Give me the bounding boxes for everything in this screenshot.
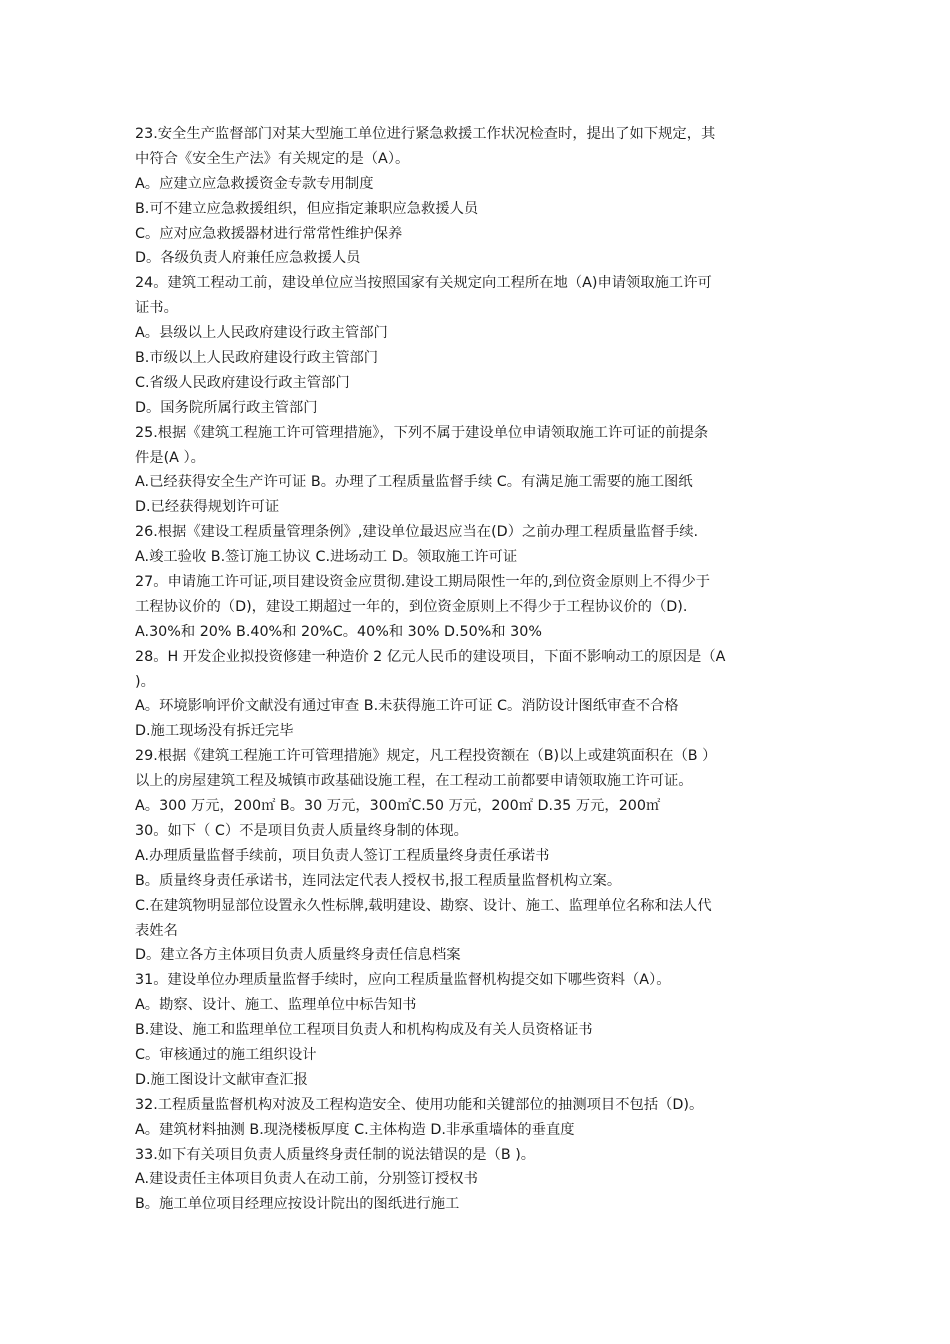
q25-stem-line2: 件是(A ）。 [135, 449, 205, 466]
q24-option-b: B.市级以上人民政府建设行政主管部门 [135, 350, 379, 367]
q23-stem-line1: 23.安全生产监督部门对某大型施工单位进行紧急救援工作状况检查时，提出了如下规定，其 [135, 126, 716, 142]
q27-stem-line1: 27。申请施工许可证,项目建设资金应贯彻.建设工期局限性一年的,到位资金原则上不得少于 [135, 574, 711, 591]
q30-option-a: A.办理质量监督手续前，项目负责人签订工程质量终身责任承诺书 [135, 847, 550, 864]
q24-stem-line1: 24。建筑工程动工前，建设单位应当按照国家有关规定向工程所在地（A)申请领取施工许可 [135, 275, 712, 292]
q26-options: A.竣工验收 B.签订施工协议 C.进场动工 D。领取施工许可证 [135, 549, 518, 566]
q33-option-a: A.建设责任主体项目负责人在动工前，分别签订授权书 [135, 1171, 478, 1188]
q28-option-d: D.施工现场没有拆迁完毕 [135, 723, 294, 740]
q23-stem-line2: 中符合《安全生产法》有关规定的是（A）。 [135, 150, 410, 167]
q24-option-d: D。国务院所属行政主管部门 [135, 399, 318, 416]
q25-options-abc: A.已经获得安全生产许可证 B。办理了工程质量监督手续 C。有满足施工需要的施工图纸 [135, 474, 693, 491]
q24-option-c: C.省级人民政府建设行政主管部门 [135, 374, 350, 391]
q32-stem: 32.工程质量监督机构对波及工程构造安全、使用功能和关键部位的抽测项目不包括（D)。 [135, 1096, 704, 1113]
q28-options-abc: A。环境影响评价文献没有通过审查 B.未获得施工许可证 C。消防设计图纸审查不合格 [135, 698, 679, 715]
q27-options: A.30%和 20% B.40%和 20%C。40%和 30% D.50%和 30% [135, 623, 542, 640]
q23-option-d: D。各级负责人府兼任应急救援人员 [135, 250, 361, 267]
q25-stem-line1: 25.根据《建筑工程施工许可管理措施》，下列不属于建设单位申请领取施工许可证的前提条 [135, 424, 709, 441]
q23-option-c: C。应对应急救援器材进行常常性维护保养 [135, 225, 403, 242]
q23-option-b: B.可不建立应急救援组织，但应指定兼职应急救援人员 [135, 200, 479, 217]
q26-stem: 26.根据《建设工程质量管理条例》,建设单位最迟应当在(D）之前办理工程质量监督手续. [135, 524, 699, 541]
q30-option-d: D。建立各方主体项目负责人质量终身责任信息档案 [135, 947, 461, 964]
q30-option-b: B。质量终身责任承诺书，连同法定代表人授权书,报工程质量监督机构立案。 [135, 872, 622, 889]
q30-option-c-line2: 表姓名 [135, 922, 178, 939]
q32-options: A。建筑材料抽测 B.现浇楼板厚度 C.主体构造 D.非承重墙体的垂直度 [135, 1121, 575, 1138]
document-body [135, 122, 825, 1217]
q28-stem-line1: 28。H 开发企业拟投资修建一种造价 2 亿元人民币的建设项目，下面不影响动工的原因是（A [135, 648, 726, 665]
q30-stem: 30。如下（ C）不是项目负责人质量终身制的体现。 [135, 822, 468, 839]
q27-stem-line2: 工程协议价的（D)，建设工期超过一年的，到位资金原则上不得少于工程协议价的（D). [135, 598, 688, 615]
q31-option-a: A。勘察、设计、施工、监理单位中标告知书 [135, 997, 417, 1014]
q31-stem: 31。建设单位办理质量监督手续时，应向工程质量监督机构提交如下哪些资料（A）。 [135, 972, 671, 989]
q25-option-d: D.已经获得规划许可证 [135, 499, 280, 516]
q24-option-a: A。县级以上人民政府建设行政主管部门 [135, 325, 388, 342]
q31-option-c: C。审核通过的施工组织设计 [135, 1046, 317, 1063]
q28-stem-line2: )。 [135, 673, 155, 690]
q31-option-b: B.建设、施工和监理单位工程项目负责人和机构构成及有关人员资格证书 [135, 1022, 593, 1039]
q33-option-b: B。施工单位项目经理应按设计院出的图纸进行施工 [135, 1196, 460, 1213]
q24-stem-line2: 证书。 [135, 300, 178, 317]
q29-stem-line1: 29.根据《建筑工程施工许可管理措施》规定，凡工程投资额在（B)以上或建筑面积在（B ） [135, 748, 717, 765]
q29-stem-line2: 以上的房屋建筑工程及城镇市政基础设施工程，在工程动工前都要申请领取施工许可证。 [135, 773, 693, 790]
q30-option-c-line1: C.在建筑物明显部位设置永久性标牌,载明建设、勘察、设计、施工、监理单位名称和法人代 [135, 897, 712, 914]
q23-option-a: A。应建立应急救援资金专款专用制度 [135, 175, 374, 192]
q29-options: A。300 万元，200㎡ B。30 万元，300㎡C.50 万元，200㎡ D.35 万元，200㎡ [135, 798, 661, 815]
q33-stem: 33.如下有关项目负责人质量终身责任制的说法错误的是（B )。 [135, 1146, 536, 1163]
q31-option-d: D.施工图设计文献审查汇报 [135, 1071, 308, 1088]
